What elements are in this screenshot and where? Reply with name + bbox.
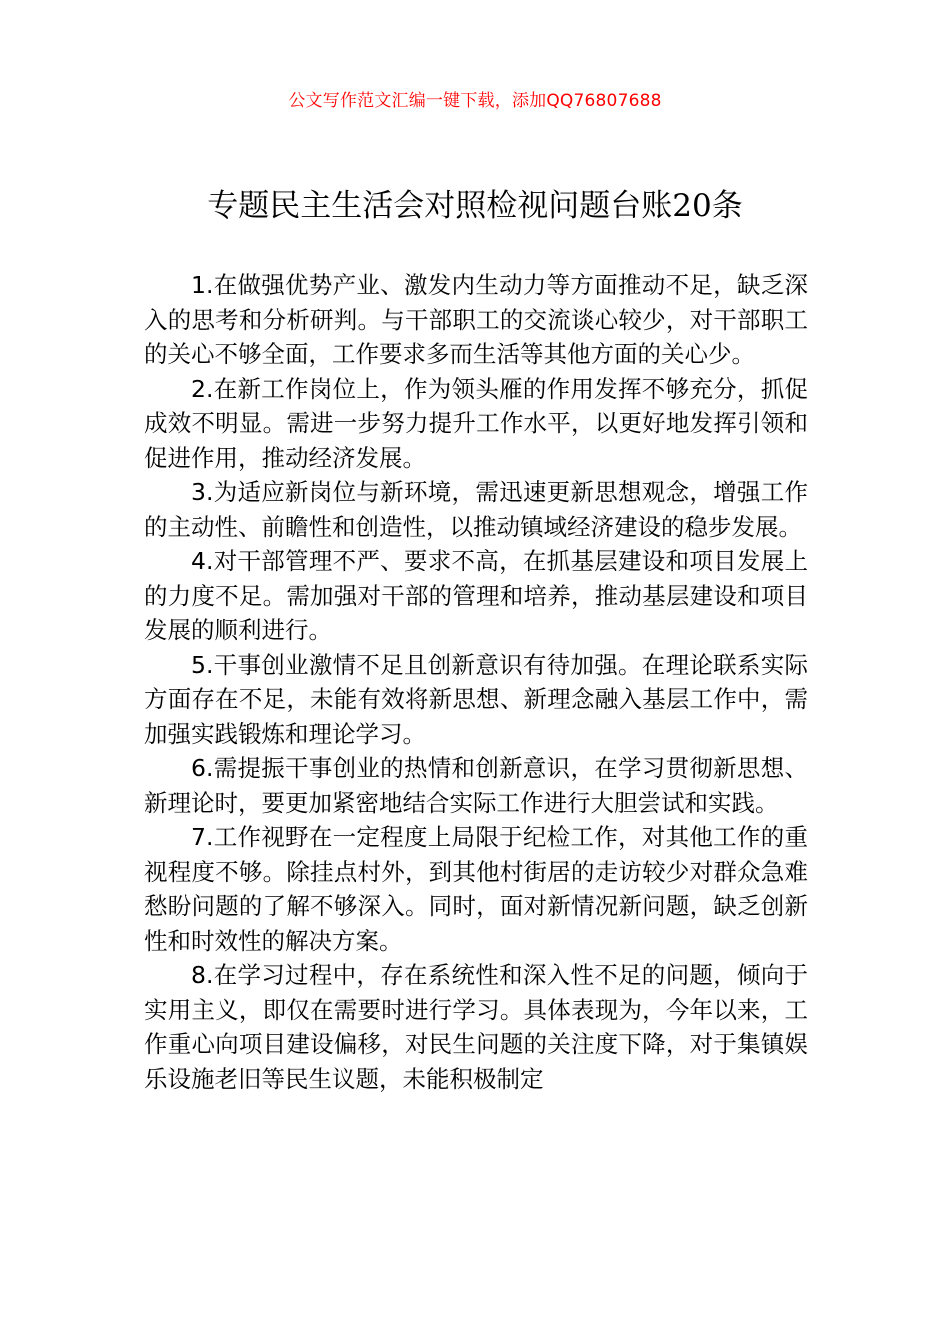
document-title: 专题民主生活会对照检视问题台账20条 — [207, 188, 743, 224]
issue-paragraph-8: 8.在学习过程中，存在系统性和深入性不足的问题，倾向于实用主义，即仅在需要时进行学习。具体表现为，今年以来，工作重心向项目建设偏移，对民生问题的关注度下降，对于集镇娱乐设施老旧等民生议题，未能积极制定 — [144, 961, 808, 1093]
issue-paragraph-2: 2.在新工作岗位上，作为领头雁的作用发挥不够充分，抓促成效不明显。需进一步努力提升工作水平，以更好地发挥引领和促进作用，推动经济发展。 — [144, 374, 808, 472]
issue-paragraph-1: 1.在做强优势产业、激发内生动力等方面推动不足，缺乏深入的思考和分析研判。与干部职工的交流谈心较少，对干部职工的关心不够全面，工作要求多而生活等其他方面的关心少。 — [144, 271, 808, 368]
issue-paragraph-3: 3.为适应新岗位与新环境，需迅速更新思想观念，增强工作的主动性、前瞻性和创造性，以推动镇域经济建设的稳步发展。 — [144, 478, 808, 541]
issue-paragraph-7: 7.工作视野在一定程度上局限于纪检工作，对其他工作的重视程度不够。除挂点村外，到其他村街居的走访较少对群众急难愁盼问题的了解不够深入。同时，面对新情况新问题，缺乏创新性和时效性的解决方案。 — [144, 823, 808, 955]
download-notice: 公文写作范文汇编一键下载，添加QQ76807688 — [288, 91, 662, 111]
issue-paragraph-4: 4.对干部管理不严、要求不高，在抓基层建设和项目发展上的力度不足。需加强对干部的管理和培养，推动基层建设和项目发展的顺利进行。 — [144, 547, 808, 644]
issue-paragraph-5: 5.干事创业激情不足且创新意识有待加强。在理论联系实际方面存在不足，未能有效将新思想、新理念融入基层工作中，需加强实践锻炼和理论学习。 — [144, 650, 808, 748]
issue-paragraph-6: 6.需提振干事创业的热情和创新意识，在学习贯彻新思想、新理论时，要更加紧密地结合实际工作进行大胆尝试和实践。 — [144, 754, 808, 817]
document-body — [144, 268, 808, 1096]
